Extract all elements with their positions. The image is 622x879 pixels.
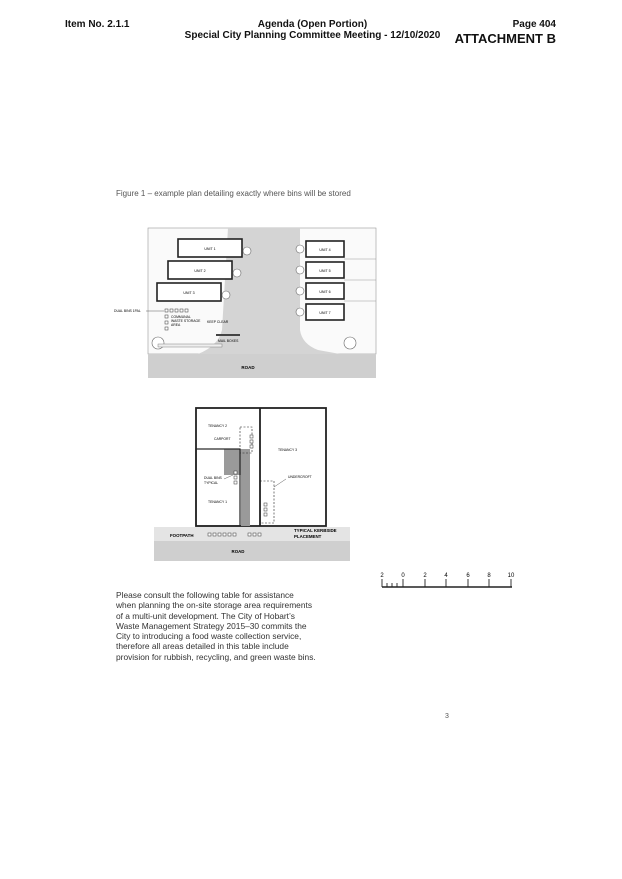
site-plan-1 [110,222,380,380]
bin-icon [264,513,267,516]
tree-icon [233,269,241,277]
bin-icon [250,445,253,448]
footpath-label: FOOTPATH [170,533,194,538]
tenancy-2-label: TENANCY 2 [208,424,227,428]
bin-icon [258,533,261,536]
scale-ticks [382,579,511,587]
bin-icon [170,309,173,312]
mailbox-strip [216,334,240,336]
unit-2-label: UNIT 2 [194,269,206,273]
scale-label: 4 [444,573,448,579]
tree-icon [296,266,304,274]
bin-icon [248,533,251,536]
communal-label-3: AREA [171,323,181,327]
bin-icon [228,533,231,536]
tree-icon [296,308,304,316]
body-paragraph: Please consult the following table for assistance when planning the on-site storage area requirements of a multi-unit development. The City of Hobart’s Waste Management Strategy 2015–30 commits the City to introducing a food waste collection service, therefore all areas detailed in this table include provision for rubbish, recycling, and green waste bins. [116,590,316,662]
scale-label: 10 [507,573,515,579]
bin-icon [253,533,256,536]
agenda-title: Agenda (Open Portion) [257,19,368,30]
bin-icon [250,435,253,438]
unit-7-label: UNIT 7 [319,311,331,315]
scale-label: 2 [423,573,427,579]
unit-4-label: UNIT 4 [319,248,331,252]
bin-icon [208,533,211,536]
dual-bins-label: DUAL BINS [204,476,222,480]
scale-bar [378,570,518,594]
undercroft-label: UNDERCROFT [288,475,312,479]
unit-6-label: UNIT 6 [319,290,331,294]
bin-icon [218,533,221,536]
carport-label: CARPORT [214,437,231,441]
keep-clear-label: KEEP CLEAR [207,320,229,324]
tenancy-1-label: TENANCY 1 [208,500,227,504]
bin-icon [185,309,188,312]
communal-label-2: WASTE STORAGE [171,319,201,323]
bin-icon [213,533,216,536]
item-number: Item No. 2.1.1 [65,19,130,30]
attachment-label: ATTACHMENT B [454,31,556,46]
kerbside-bins [208,533,261,536]
agenda-heading [150,19,475,41]
dual-bins-label: DUAL BINS 1PAL [114,309,141,313]
bin-icon [233,533,236,536]
mail-boxes-label: MAIL BOXES [218,339,239,343]
tree-icon [222,291,230,299]
page-label: Page 404 [512,19,556,30]
bin-icon [175,309,178,312]
tree-icon [296,245,304,253]
bin-icon [234,476,237,479]
unit-5-label: UNIT 5 [319,269,331,273]
bin-icon [180,309,183,312]
figure-caption: Figure 1 – example plan detailing exactly where bins will be stored [116,189,351,198]
road-strip [148,354,376,378]
tree-icon [344,337,356,349]
bin-icon [165,321,168,324]
scale-label: 2 [380,573,384,579]
tree-icon [243,247,251,255]
bin-icon [165,327,168,330]
typical-label: TYPICAL [204,481,219,485]
footpath-strip [158,344,222,347]
plan1-road-label: ROAD [241,365,255,370]
tenancy-3-label: TENANCY 3 [278,448,297,452]
bin-icon [264,508,267,511]
communal-label-1: COMMUNAL [171,315,191,319]
unit-3-label: UNIT 3 [183,291,195,295]
bin-icon [234,471,237,474]
bin-icon [223,533,226,536]
bin-icon [165,315,168,318]
road-strip [154,541,350,561]
bin-icon [234,481,237,484]
page-number: 3 [445,713,449,720]
tree-icon [152,337,164,349]
scale-label: 0 [401,573,405,579]
site-plan-2 [148,405,388,565]
tree-icon [296,287,304,295]
kerbside-label-1: TYPICAL KERBSIDE [294,528,337,533]
kerbside-label-2: PLACEMENT [294,534,322,539]
plan2-road-label: ROAD [231,549,245,554]
unit-1-label: UNIT 1 [204,247,216,251]
bin-icon [264,503,267,506]
meeting-title: Special City Planning Committee Meeting - 12/10/2020 [184,30,441,41]
bin-icon [250,440,253,443]
scale-label: 6 [466,573,470,579]
bin-icon [165,309,168,312]
scale-label: 8 [487,573,491,579]
